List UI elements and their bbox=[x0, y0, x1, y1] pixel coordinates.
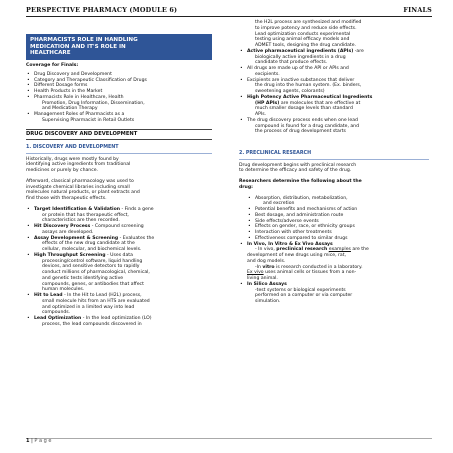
bullet-icon: • bbox=[27, 293, 30, 299]
bullet-icon: • bbox=[240, 66, 243, 71]
bullet-icon: • bbox=[240, 241, 243, 247]
left-column bbox=[26, 20, 212, 328]
list-item: • Best dosage, and administration route bbox=[248, 212, 344, 218]
list-item: • Absorption, distribution, metabolization, and excretion bbox=[248, 195, 348, 207]
continued-text: to improve potency and reduce side effects. bbox=[255, 25, 357, 31]
subsection-heading: 1. DISCOVERY AND DEVELOPMENT bbox=[26, 145, 212, 154]
bullet-icon: • bbox=[27, 89, 30, 95]
list-item: • Effectiveness compared to similar drugs bbox=[248, 235, 348, 241]
paragraph: Afterward, classical pharmacology was used to investigate chemical libraries including small molecules natural products, or plant extracts and find those with therapeutic effects. bbox=[26, 178, 140, 202]
paragraph: Drug development begins with preclinical research to determine the efficacy and safety of the drug. bbox=[239, 162, 357, 174]
bullet-icon: • bbox=[248, 195, 251, 201]
right-column bbox=[239, 20, 429, 305]
bullet-icon: • bbox=[27, 112, 30, 118]
banner-line: HEALTHCARE bbox=[30, 50, 71, 57]
page-header bbox=[26, 6, 432, 16]
discovery-list bbox=[26, 207, 212, 328]
bullet-icon: • bbox=[27, 77, 30, 83]
list-item: • Pharmacists Role in Healthcare, Health Promotion, Drug Information, Dissemination, and Medication Therapy bbox=[27, 94, 145, 112]
bullet-icon: • bbox=[240, 48, 243, 54]
assay-list bbox=[239, 242, 429, 305]
list-item: • In Silico Assays -test systems or biological experiments performed on a computer or via computer simulation. bbox=[240, 281, 353, 305]
section-heading: DRUG DISCOVERY AND DEVELOPMENT bbox=[26, 129, 212, 140]
bullet-icon: • bbox=[27, 71, 30, 77]
bullet-icon: • bbox=[27, 206, 30, 212]
bullet-icon: • bbox=[248, 212, 251, 218]
list-item: • Side effects/adverse events bbox=[248, 218, 319, 224]
page-footer bbox=[26, 438, 432, 445]
bullet-icon: • bbox=[27, 316, 30, 322]
page-number: 1 bbox=[26, 438, 30, 444]
banner-line: MEDICATION AND IT'S ROLE IN bbox=[30, 43, 126, 50]
bullet-icon: • bbox=[27, 252, 30, 258]
continued-text: Lead optimization conducts experimental bbox=[255, 31, 351, 37]
bullet-icon: • bbox=[248, 230, 251, 236]
list-item: • Lead Optimization - In the lead optimization (LO) process, the lead compounds discovered in bbox=[27, 316, 152, 327]
research-list bbox=[239, 196, 429, 242]
bullet-icon: • bbox=[248, 224, 251, 230]
list-item: • Assay Development & Screening - Evaluates the effects of the new drug candidate at the cellular, molecular, and biochemical levels. bbox=[27, 235, 155, 253]
list-item: • The drug discovery process ends when one lead compound is found for a drug candidate, and the process of drug development starts bbox=[240, 117, 360, 135]
document-title: PERSPECTIVE PHARMACY (MODULE 6) bbox=[26, 6, 178, 14]
footer-separator: | bbox=[29, 438, 35, 444]
continued-text: testing using animal efficacy models and bbox=[255, 37, 350, 43]
list-item: • Management Roles of Pharmacists as a Supervising Pharmacist in Retail Outlets bbox=[27, 112, 135, 123]
list-item: • High Throughput Screening - Uses data processing/control software, liquid handling devices, and sensitive detectors to rapidly conduct millions of pharmacological, chemical, and genetic tests identifying active compounds, genes, or antibodies that affect human molecules. bbox=[27, 252, 150, 293]
bullet-icon: • bbox=[240, 94, 243, 100]
coverage-list bbox=[26, 72, 212, 124]
list-item: • Potential benefits and mechanisms of action bbox=[248, 207, 358, 213]
bullet-icon: • bbox=[248, 218, 251, 224]
list-item: • Drug Discovery and Development bbox=[27, 71, 112, 77]
api-list bbox=[239, 49, 429, 135]
list-item: • Hit to Lead - In the Hit to Lead (H2L) process, small molecule hits from an HTS are evaluated and optimized in a limited way into lead compounds. bbox=[27, 293, 150, 316]
banner-line: PHARMACISTS ROLE IN HANDLING bbox=[30, 37, 138, 43]
term-label: FINALS bbox=[403, 6, 432, 14]
list-item: • Active pharmaceutical ingredients (APIs) -are biologically active ingredients in a drug candidate that produce effects. bbox=[240, 48, 364, 66]
bullet-icon: • bbox=[27, 94, 30, 100]
list-item: • Effects on gender, race, or ethnicity groups bbox=[248, 224, 355, 230]
bullet-icon: • bbox=[240, 117, 243, 123]
header-rule bbox=[26, 16, 432, 17]
list-item: • Health Products in the Market bbox=[27, 89, 103, 95]
list-item: • Hit Discovery Process - Compound screening assays are developed. bbox=[27, 224, 144, 235]
topic-banner bbox=[26, 34, 212, 60]
bullet-icon: • bbox=[27, 83, 30, 89]
list-item: • All drugs are made up of the API or APIs and excipients. bbox=[240, 66, 349, 77]
list-item: • Excipients are inactive substances that deliver the drug into the human system. (Ex. binders, sweetening agents, colorants) bbox=[240, 77, 362, 94]
bullet-icon: • bbox=[240, 281, 243, 287]
bullet-icon: • bbox=[27, 235, 30, 241]
paragraph: Historically, drugs were mostly found by identifying active ingredients from traditional medicines or purely by chance. bbox=[26, 156, 131, 174]
bullet-icon: • bbox=[248, 235, 251, 241]
paragraph-lead: Researchers determine the following about the drug: bbox=[239, 179, 362, 190]
list-item: • Different Dosage forms bbox=[27, 83, 88, 89]
list-item: • Category and Therapeutic Classification of Drugs bbox=[27, 77, 147, 83]
list-item: • Interaction with other treatments bbox=[248, 230, 332, 236]
page-label: P a g e bbox=[34, 438, 52, 444]
continued-text: the H2L process are synthesized and modified bbox=[255, 20, 362, 25]
list-item: • High Potency Active Pharmaceutical Ingredients (HP APIs) are molecules that are effective at much smaller dosage levels than standard APIs. bbox=[240, 94, 373, 117]
list-item: • Target Identification & Validation - Finds a gene or protein that has therapeutic effect, characteristics are then recorded. bbox=[27, 206, 154, 224]
continued-text: ADMET tools, designing the drug candidate. bbox=[255, 43, 356, 48]
bullet-icon: • bbox=[248, 207, 251, 213]
bullet-icon: • bbox=[240, 77, 243, 83]
list-item: • In Vivo, In Vitro & Ex Vivo Assays - In vivo, preclinical research examples are the development of new drugs using mice, rat, and dog models. -In vitro is research conducted in a laboratory. Ex vivo uses animal cells or tissues from a non- living animal. bbox=[240, 241, 369, 282]
bullet-icon: • bbox=[27, 224, 30, 230]
coverage-title: Coverage for Finals: bbox=[26, 63, 79, 69]
subsection-heading: 2. PRECLINICAL RESEARCH bbox=[239, 151, 429, 160]
